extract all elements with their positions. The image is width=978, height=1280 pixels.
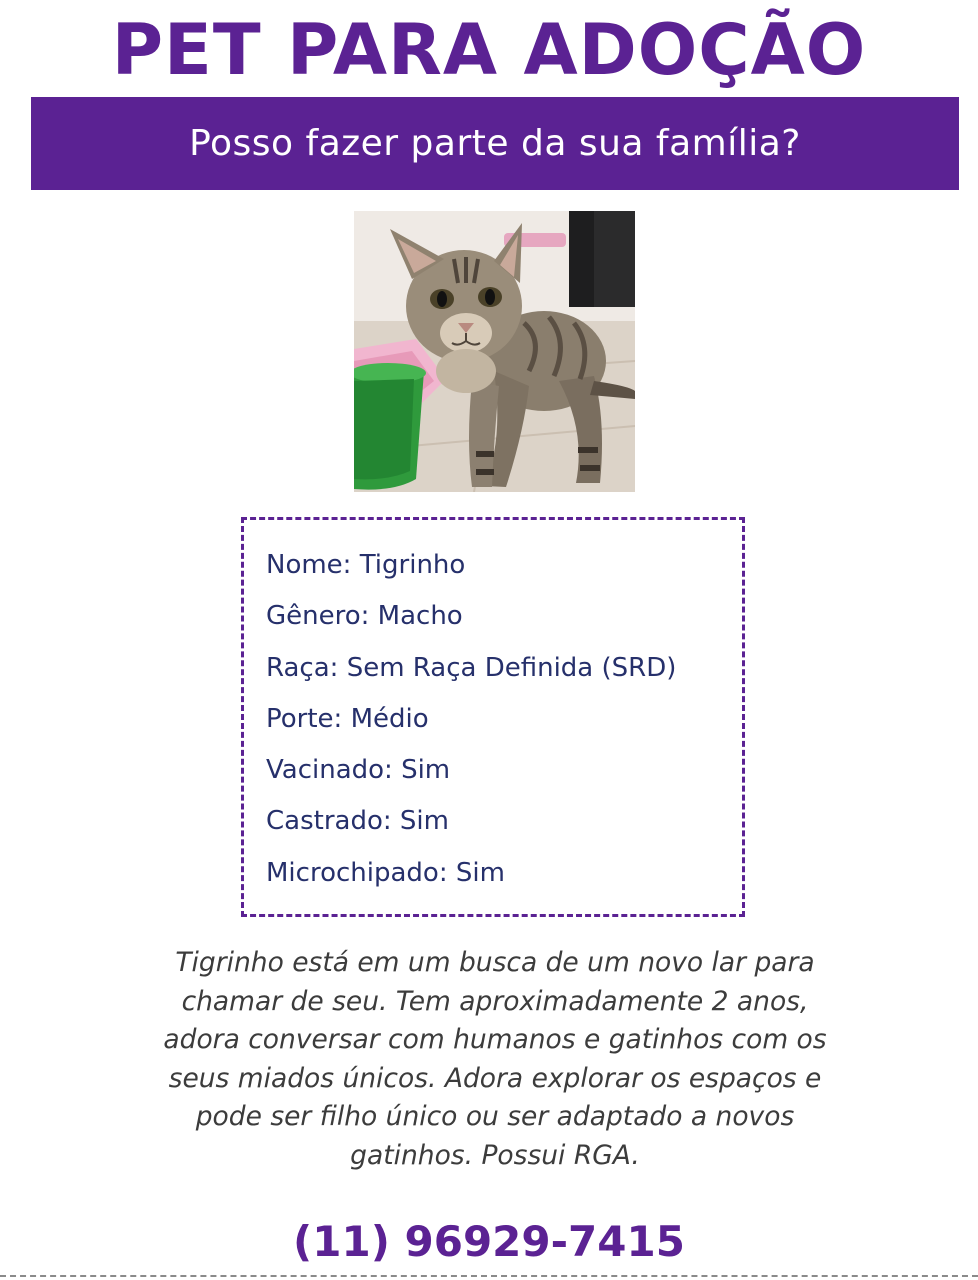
info-genero	[266, 591, 676, 642]
info-microchipado	[266, 848, 676, 899]
info-value: Sim	[455, 857, 505, 888]
description-line: chamar de seu. Tem aproximadamente 2 anos,	[181, 985, 809, 1017]
description-line: adora conversar com humanos e gatinhos com os	[163, 1024, 827, 1055]
info-label: Nome:	[266, 550, 352, 580]
cat-photo	[354, 211, 635, 492]
pet-info-box	[241, 517, 745, 917]
pet-info-list	[266, 540, 676, 899]
info-label: Gênero:	[266, 601, 370, 632]
info-castrado	[266, 796, 676, 847]
info-label: Vacinado:	[266, 755, 393, 786]
bottom-divider	[0, 1275, 978, 1277]
info-value: Sem Raça Definida (SRD)	[346, 652, 677, 683]
info-nome	[266, 540, 676, 591]
info-value: Sim	[401, 755, 451, 786]
info-value: Sim	[399, 806, 449, 837]
info-porte	[266, 694, 676, 745]
description-line: gatinhos. Possui RGA.	[350, 1139, 640, 1171]
pet-description	[85, 944, 905, 1175]
subtitle-banner	[31, 97, 959, 190]
info-value: Médio	[350, 703, 429, 734]
info-label: Porte:	[266, 703, 343, 734]
info-label: Castrado:	[266, 806, 392, 837]
info-raca	[266, 643, 676, 694]
description-line: Tigrinho está em um busca de um novo lar para	[175, 947, 815, 978]
subtitle-text: Posso fazer parte da sua família?	[189, 123, 801, 164]
info-value: Macho	[377, 601, 463, 632]
info-label: Microchipado:	[266, 857, 448, 888]
info-value: Tigrinho	[359, 550, 466, 580]
info-label: Raça:	[266, 652, 339, 683]
description-line: pode ser filho único ou ser adaptado a novos	[195, 1101, 795, 1132]
flyer-title: PET PARA ADOÇÃO	[111, 9, 867, 91]
info-vacinado	[266, 745, 676, 796]
description-line: seus miados únicos. Adora explorar os espaços e	[168, 1062, 822, 1094]
contact-phone[interactable]: (11) 96929-7415	[293, 1217, 685, 1266]
